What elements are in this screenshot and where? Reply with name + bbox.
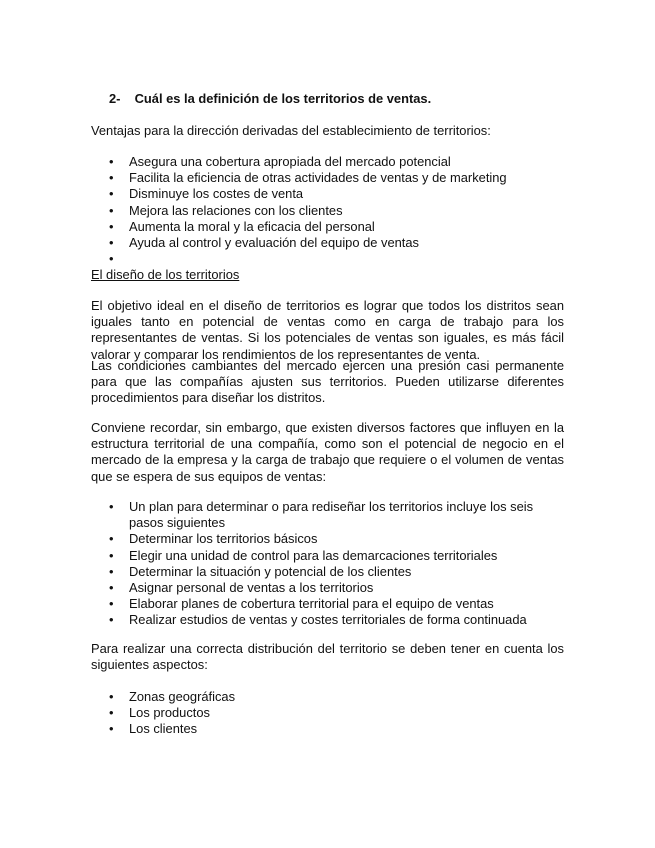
- design-subtitle: El diseño de los territorios: [91, 267, 240, 282]
- paragraph-objective: El objetivo ideal en el diseño de territorios es lograr que todos los distritos sean iguales tanto en potencial de ventas como en carga de trabajo para los representantes de ventas. Si los potenciales de ventas son iguales, es más fácil valorar y comparar los rendimientos de los representantes de venta.: [91, 298, 564, 362]
- bullet-icon: •: [109, 218, 114, 234]
- bullet-icon: •: [109, 689, 114, 704]
- aspects-list: [91, 689, 565, 738]
- step-item: [91, 548, 565, 564]
- bullet-icon: •: [109, 154, 114, 169]
- bullet-icon: •: [109, 235, 114, 251]
- bullet-icon: •: [109, 612, 114, 628]
- paragraph-factors: Conviene recordar, sin embargo, que existen diversos factores que influyen en la estructura territorial de una compañía, como son el potencial de negocio en el mercado de la empresa y la carga de trabajo que requiere o el volumen de ventas que se espera de sus equipos de ventas:: [91, 420, 564, 484]
- advantage-text: Disminuye los costes de venta: [129, 186, 304, 202]
- bullet-icon: •: [109, 251, 114, 267]
- bullet-icon: •: [109, 170, 114, 186]
- step-text: Un plan para determinar o para rediseñar los territorios incluye los seis pasos siguientes: [129, 499, 534, 531]
- aspect-text: Los productos: [129, 705, 210, 721]
- intro-text: Ventajas para la dirección derivadas del establecimiento de territorios:: [91, 123, 491, 138]
- bullet-icon: •: [109, 547, 114, 563]
- bullet-icon: •: [109, 563, 114, 579]
- advantages-list: [91, 154, 565, 267]
- advantage-item: [91, 219, 565, 235]
- bullet-icon: •: [109, 202, 114, 218]
- bullet-icon: •: [109, 531, 114, 547]
- aspect-item: [91, 721, 565, 737]
- advantage-text: Facilita la eficiencia de otras actividades de ventas y de marketing: [129, 170, 507, 186]
- paragraph-market-conditions: Las condiciones cambiantes del mercado ejercen una presión casi permanente para que las compañías ajusten sus territorios. Pueden utilizarse diferentes procedimientos para diseñar los distritos.: [91, 358, 564, 406]
- bullet-icon: •: [109, 721, 114, 737]
- step-item: [91, 596, 565, 612]
- bullet-icon: •: [109, 499, 114, 514]
- paragraph-distribution: Para realizar una correcta distribución del territorio se deben tener en cuenta los siguientes aspectos:: [91, 641, 564, 673]
- step-item: [91, 531, 565, 547]
- bullet-icon: •: [109, 186, 114, 202]
- step-text: Determinar los territorios básicos: [129, 531, 318, 547]
- step-item: [91, 564, 565, 580]
- aspect-item: [91, 689, 565, 705]
- step-item: [91, 499, 565, 531]
- advantage-item: [91, 170, 565, 186]
- advantage-text: Ayuda al control y evaluación del equipo de ventas: [129, 235, 420, 251]
- section-heading: [109, 91, 569, 107]
- section-title: Cuál es la definición de los territorios de ventas.: [134, 91, 432, 106]
- aspect-text: Zonas geográficas: [129, 689, 236, 704]
- steps-list: [91, 499, 565, 629]
- step-text: Determinar la situación y potencial de los clientes: [129, 563, 412, 579]
- aspect-item: [91, 705, 565, 721]
- aspect-text: Los clientes: [129, 721, 198, 737]
- advantage-text: Asegura una cobertura apropiada del mercado potencial: [129, 154, 451, 169]
- bullet-icon: •: [109, 705, 114, 721]
- bullet-icon: •: [109, 580, 114, 596]
- step-text: Elaborar planes de cobertura territorial para el equipo de ventas: [129, 596, 494, 612]
- advantage-item: [91, 154, 565, 170]
- advantage-item-empty: [91, 251, 565, 267]
- advantage-item: [91, 235, 565, 251]
- advantage-item: [91, 203, 565, 219]
- step-item: [91, 612, 565, 628]
- step-text: Asignar personal de ventas a los territorios: [129, 580, 374, 596]
- step-text: Elegir una unidad de control para las demarcaciones territoriales: [129, 547, 498, 563]
- advantage-item: [91, 186, 565, 202]
- bullet-icon: •: [109, 596, 114, 612]
- step-text: Realizar estudios de ventas y costes territoriales de forma continuada: [129, 612, 527, 628]
- advantage-text: Mejora las relaciones con los clientes: [129, 202, 343, 218]
- advantage-text: Aumenta la moral y la eficacia del personal: [129, 218, 375, 234]
- section-number: 2-: [109, 91, 121, 106]
- step-item: [91, 580, 565, 596]
